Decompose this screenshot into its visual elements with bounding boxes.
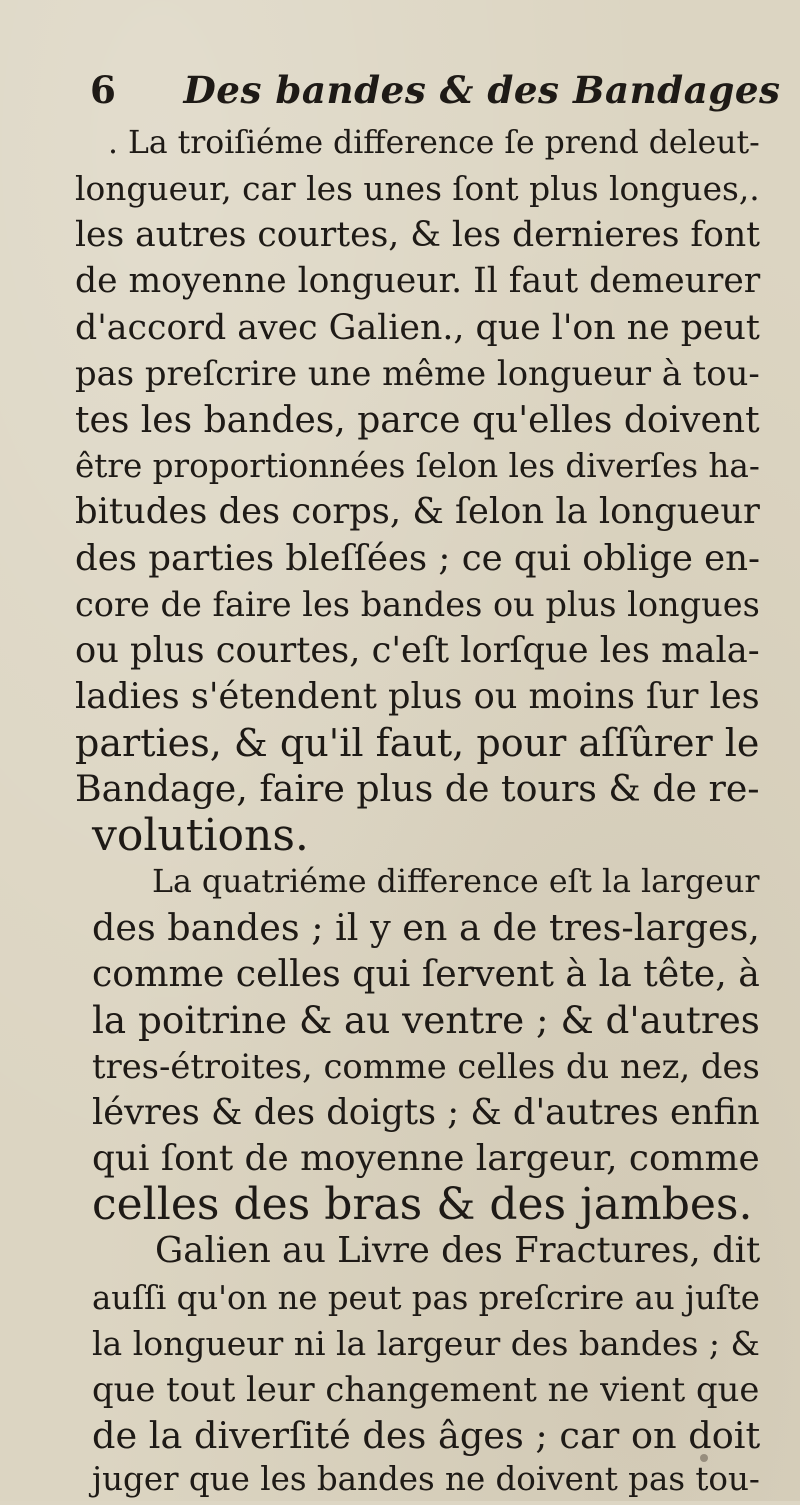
text-line: la longueur ni la largeur des bandes ; & [92, 1324, 760, 1363]
text-line: pas preſcrire une même longueur à tou- [75, 354, 760, 393]
text-line: lévres & des doigts ; & d'autres enfin [92, 1092, 760, 1133]
text-line: parties, & qu'il faut, pour aſſûrer le [75, 721, 760, 765]
text-line: Galien au Livre des Fractures, dit [155, 1230, 761, 1271]
text-line: volutions. [92, 810, 309, 861]
text-line: longueur, car les unes ſont plus longues,. [75, 170, 760, 208]
text-line: bitudes des corps, & ſelon la longueur [75, 491, 760, 532]
text-line: . La troiſiéme difference ſe prend deleut- [108, 125, 760, 161]
text-line: celles des bras & des jambes. [92, 1179, 753, 1230]
text-line: de moyenne longueur. Il faut demeurer [75, 261, 761, 301]
text-line: des parties bleſſées ; ce qui oblige en- [75, 538, 761, 579]
text-line: la poitrine & au ventre ; & d'autres [92, 998, 760, 1042]
text-line: comme celles qui ſervent à la tête, à [92, 952, 760, 995]
text-line: d'accord avec Galien., que l'on ne peut [75, 308, 760, 348]
ink-spot [700, 1454, 708, 1462]
text-line: ladies s'étendent plus ou moins ſur les [75, 676, 760, 717]
text-line: juger que les bandes ne doivent pas tou- [92, 1460, 760, 1498]
text-line: tes les bandes, parce qu'elles doivent [75, 399, 760, 441]
text-line: Bandage, faire plus de tours & de re- [75, 767, 760, 810]
page-number: 6 [90, 68, 117, 112]
text-line: que tout leur changement ne vient que [92, 1370, 760, 1409]
text-line: tres-étroites, comme celles du nez, des [92, 1047, 760, 1086]
running-title: Des bandes & des Bandages [183, 68, 781, 112]
text-line: auſſi qu'on ne peut pas preſcrire au juſte [92, 1279, 760, 1317]
running-header [90, 62, 781, 118]
text-line: être proportionnées ſelon les diverſes ha- [75, 447, 760, 485]
text-line: core de faire les bandes ou plus longues [75, 585, 760, 624]
text-line: ou plus courtes, c'eſt lorſque les mala- [75, 630, 760, 671]
text-line: La quatriéme difference eſt la largeur [152, 864, 760, 900]
text-line: qui ſont de moyenne largeur, comme [92, 1138, 760, 1179]
text-line: les autres courtes, & les dernieres font [75, 215, 761, 255]
text-line: de la diverſité des âges ; car on doit [92, 1414, 761, 1457]
text-line: des bandes ; il y en a de tres-larges, [92, 906, 760, 949]
